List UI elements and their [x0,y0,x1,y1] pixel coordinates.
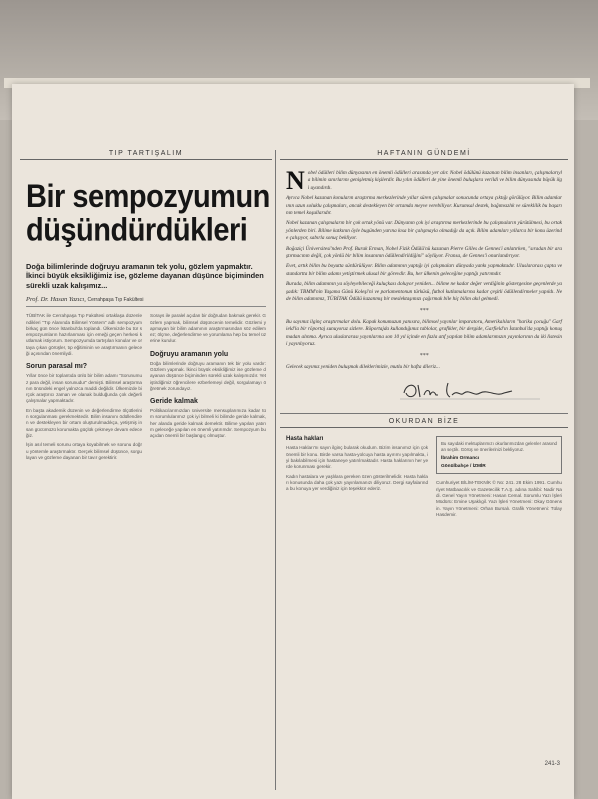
body-paragraph: Yıllar önce bir toplantıda ünlü bir bilim adamı "Sorunumuz para değil, insan sorunudur" demişti. Bilimsel araştırmanın önündeki engel yalnızca maddi değildir. Ülkemizde birçok araştırıcı zaman ve olanak bulduğunda çok değerli çalışmalar yapmaktadır. [26,373,142,404]
body-paragraph: İşin asıl temeli sorunu ortaya koyabilmek ve sorunu doğru yöntemle araştırmaktır. Gerçek bilimsel düşünce, sorgulayan ve gözleme dayanan bir tavır gerektirir. [26,442,142,460]
article-column-1 [26,313,142,464]
signature-image [400,379,550,401]
article-headline [26,180,272,247]
reader-note-box [436,436,562,474]
article-byline [26,296,266,307]
gundem-paragraph-1: Nobel ödülleri bilim dünyasının en önemli ödülleri arasında yer alır. Nobel ödülünü kazanan bilim insanları, çalışmalarıyla bilimin sınırlarını genişletmiş kişilerdir. Bu yılın ödülleri de yine önemli buluşlara verildi ve bilim dünyasında büyük ilgi uyandırdı. [286,166,562,195]
okurdan-columns [286,436,562,521]
author-role: Cerrahpaşa Tıp Fakültesi [87,297,144,304]
gundem-paragraph: Burada, bilim adamının ya söyleyebileceği kuluçkası doluyor yeniden... bilime ne kadar değer verdiğinin göstergesine geçenlerde yaşadık: TBMM'nin Yaşama Günü Koleşi'ni ve parlamentonun türküsü, futbol kutlamalarına kadar çeşitli ödüllendirmeler yapıldı. Ne de bilim adamımız, TÜBİTAK Ödülü kazanmış bir meslektaşımızı çağırmak bile hiç bilim akıl gelmedi. [286,281,562,303]
body-paragraph: Doğa bilimlerinde doğruyu aramanın tek bir yolu vardır: Gözlem yapmak. İkinci büyük eksikliğimiz ise gözleme dayanan düşünce biçiminden sürekli uzak kalışımızdır. Yetiştirdiğimiz öğrencilere ezberlemeyi değil, sorgulamayı öğretmek zorundayız. [150,360,266,391]
subheading-dogruyu-aramanin-yolu: Doğruyu aramanın yolu [150,350,229,358]
gundem-paragraph: Bu sayımız ilginç araştırmalar dolu. Kapak konumuzun yanısıra, bilimsel yayınlar imparatoru, Amerikalıların "harika çocuğu" Garfield'la bir röportaj sunuyoruz sizlere. Röportajda kullandığımız tablolar, grafikler, bir dergide, Garfield'ın İstanbul'da yaptığı konuşmadan alınma. Ayrıca uluslararası yayınlarına son 10 yıl içinde en fazla atıf yapılan bilim adamlarımızın yayınlarının da iki listesini yayınlıyoruz. [286,318,562,348]
editor-signature [400,379,562,401]
gundem-closing: Gelecek sayımız yeniden buluşmak dileklerimizle, mutlu bir hafta dileriz... [286,363,440,370]
subheading-sorun-parasal-mi: Sorun parasal mı? [26,363,88,371]
article-columns [26,313,266,464]
section-tag-haftanin-gundemi: HAFTANIN GÜNDEMİ [280,150,568,160]
imprint-text: Cumhuriyet BİLİM-TEKNİK © No: 241. 28 Ekim 1991. Cumhuriyet Matbaacılık ve Gazetecilik T.A.Ş. adına Sahibi: Nadir Nadi. Genel Yayın Yönetmeni: Hasan Cemal. Sorumlu Yazı İşleri Müdürü: Emine Uşaklıgil. Yazı İşleri Yönetmeni: Okay Gönensin. Yayın Yönetmeni: Orhan Bursalı. Grafik Yönetmeni: Tülay Hasdemir. [436,480,562,517]
body-paragraph: En başta akademik düzenin ve değerlendirme ölçütlerinin sorgulanması gerekmektedir. Bilim insanını ödüllendiren ve destekleyen bir ortam oluşturulmadıkça, yetişmiş insan gücümüzü korumakta güçlük çekmeye devam edeceğiz. [26,407,142,438]
headline-line-1: Bir sempozyumun [26,178,270,215]
body-paragraph: Sorays ile paralel açıdan bir doğrudan bakmak gerekir. Gözlem yapmak, bilimsel düşüncenin temelidir. Gözlemi yapmayan bir bilim adamının araştırmasından söz edilemez; ölçme, değerlendirme ve yorumlama hep bu temel üzerine kurulur. [150,313,266,344]
body-paragraph: TÜBİTAK ile Cerrahpaşa Tıp Fakültesi ortaklaşa düzenlendikleri "Tıp Alanında Bilimsel Yöntem" adlı sempozyum birkaç gün önce İstanbul'da toplandı. Ülkemizde bu tür sempozyumların hazırlanması için emeği geçen herkesi kutlamak istiyorum. Sempozyumda tartışılan konular ve ortaya çıkan görüşler, tıp eğitiminin ve araştırmanın geleceği açısından önemliydi. [26,313,142,356]
letter-signature-name: İbrahim Ormancı [441,456,480,462]
note-text: Bu sayıdaki mektuplarımızı okurlarımızdan gelenler arasından seçtik. Görüş ve önerilerinizi bekliyoruz. [441,441,557,453]
article-column-2 [150,313,266,464]
letter-column [286,436,428,521]
separator-stars: *** [419,307,429,314]
letter-paragraph: Hasta Hakları'nı sayın ilginç bularak okudum. Bizim insanımız için çok önemli bir konu. Birde varsa hasta-yolcuya hasta ayırımı yapılmakta, iyi bakılabilmesi için hastaneye yatırılmaktadır. Hasta haklarının her yerde korunması gerekir. [286,445,428,470]
headline-line-2: düşündürdükleri [26,212,248,249]
gundem-text [286,166,562,371]
drop-cap: N [286,166,305,195]
letter-paragraph: Kadın hastalara ve yaşlılara gereken özen gösterilmelidir. Hasta hakları konusunda daha çok yazı yayınlamanızı diliyoruz. Dergi sayfalarında bu konuya yer verdiğiniz için teşekkür ederiz. [286,473,428,492]
magazine-page [12,84,574,799]
column-divider [275,150,276,790]
article-lede: Doğa bilimlerinde doğruyu aramanın tek yolu, gözlem yapmaktır. İkinci büyük eksikliğimiz ise, gözleme dayanan düşünce biçiminden sürekli uzak kalışımız... [26,262,264,290]
gundem-paragraph: Boğaziçi Üniversitesi'nden Prof. Burak Erman, Nobel Fizik Ödülü'nü kazanan Pierre Gilles de Gennes'i anlatırken, "sıradan bir araştırmacının değil, çok yönlü bir bilim insanının ödüllendirildiğini" söylüyor. Fransa, de Gennes'i onurlandırıyor. [286,245,562,260]
gundem-paragraph: Evet, artık bilim bu boyutta sürdürülüyor. Bilim adamının yaptığı iyi çalışmaları dünyada yankı yapmaktadır. Uluslararası çapta ve standartta bir bilim adamı yetiştirmek ulusal bir görevdir. Bu, her ülkenin geleceğine yaptığı yatırımdır. [286,263,562,277]
left-article [20,150,272,464]
letter-title: Hasta hakları [286,436,324,443]
letter-signature-city: Gönülbahçe / İZMİR [441,464,486,470]
author-name: Prof. Dr. Hasan Yazıcı, [26,296,86,304]
page-number: 241-3 [544,761,560,767]
separator-stars: *** [419,352,429,359]
info-column [436,436,562,521]
gundem-paragraph: Nobel kazanan çalışmaların bir çok ortak yönü var. Dünyanın çok iyi araştırma merkezlerinde bu çalışmaların yürütülmesi, bu ortak yönlerden biri. Bilime katkının öyle bugünden yarına kısa bir çalışmayla olmadığı da açık. Bilim adamları yıllarca bir konu üzerinde çalışıyor, sabırla sonuç bekliyor. [286,220,562,242]
right-column [280,150,568,521]
gundem-paragraph: Ayrıca Nobel kazanan konuların araştırma merkezlerinde yıllar süren çalışmalar sonucunda ortaya çıktığı görülüyor. Bilim adamlarının uzun soluklu çalışmaları, ancak destekleyen bir ortamda meyve verebiliyor. Kurumsal destek, bağımsızlık ve süreklilik bu başarının temel koşullarıdır. [286,195,562,217]
section-tag-tip-tartisalim: TIP TARTIŞALIM [20,150,272,160]
body-paragraph: Politikacılarımızdan üniversite mensuplarımıza kadar tüm sorumlularımız çok iyi bilmeli ki bilimde geride kalmak, her alanda geride kalmak demektir. Bilime yapılan yatırım geleceğe yapılan en önemli yatırımdır. Sempozyum bu açıdan önemli bir başlangıç olmuştur. [150,408,266,439]
subheading-geride-kalmak: Geride kalmak [150,398,198,406]
okurdan-bize-section [280,413,568,521]
section-tag-okurdan-bize: OKURDAN BİZE [280,418,568,428]
